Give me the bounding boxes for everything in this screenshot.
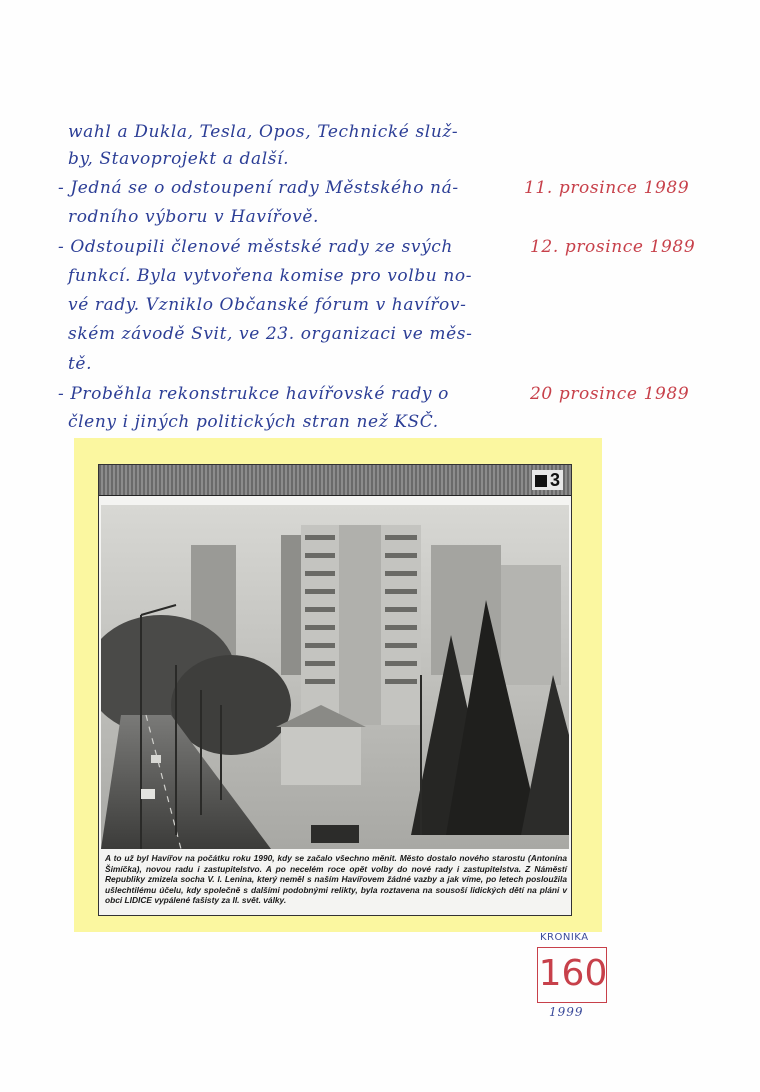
stamp-label: KRONIKA (540, 932, 589, 943)
newspaper-clipping (98, 464, 572, 916)
date-note: 12. prosince 1989 (530, 237, 696, 257)
handwritten-line: ském závodě Svit, ve 23. organizaci ve měs- (68, 324, 473, 344)
clipping-page-number-text: 3 (549, 470, 560, 490)
handwritten-line: vé rady. Vzniklo Občanské fórum v havířov- (68, 295, 467, 315)
clipping-page-number (532, 470, 563, 490)
page-stamp (537, 947, 607, 1003)
handwritten-line: funkcí. Byla vytvořena komise pro volbu no- (68, 266, 473, 286)
handwritten-line: - Proběhla rekonstrukce havířovské rady o (58, 384, 449, 404)
handwritten-line: wahl a Dukla, Tesla, Opos, Technické služ- (68, 122, 459, 142)
city-photo (101, 505, 569, 849)
clipping-caption: A to už byl Havířov na počátku roku 1990, kdy se začalo všechno měnit. Město dostalo nového starostu (Antonína Šimíčka), novou radu i zastupitelstvo. A po necelém roce opět volby do nové rady i zastupitelstva. Z Náměstí Republiky zmizela socha V. I. Lenina, který neměl s naším Havířovem žádné vazby a jak víme, po letech posloužila ušlechtilému účelu, kdy společně s dalšími podobnými relikty, byla roztavena na sousoší lidických dětí na pláni v obci LIDICE vypálené fašisty za II. svět. války. (105, 853, 567, 906)
stamp-page-number: 160 (538, 953, 608, 994)
clipping-header-bar (99, 465, 571, 496)
handwritten-line: členy i jiných politických stran než KSČ. (68, 412, 439, 432)
date-note: 11. prosince 1989 (524, 178, 690, 198)
handwritten-line: tě. (68, 354, 93, 374)
square-icon (535, 475, 547, 487)
handwritten-line: rodního výboru v Havířově. (68, 207, 320, 227)
handwritten-line: - Jedná se o odstoupení rady Městského ná- (58, 178, 459, 198)
handwritten-line: by, Stavoprojekt a další. (68, 149, 290, 169)
handwritten-line: - Odstoupili členové městské rady ze svých (58, 237, 453, 257)
date-note: 20 prosince 1989 (530, 384, 690, 404)
stamp-year: 1999 (549, 1005, 584, 1019)
